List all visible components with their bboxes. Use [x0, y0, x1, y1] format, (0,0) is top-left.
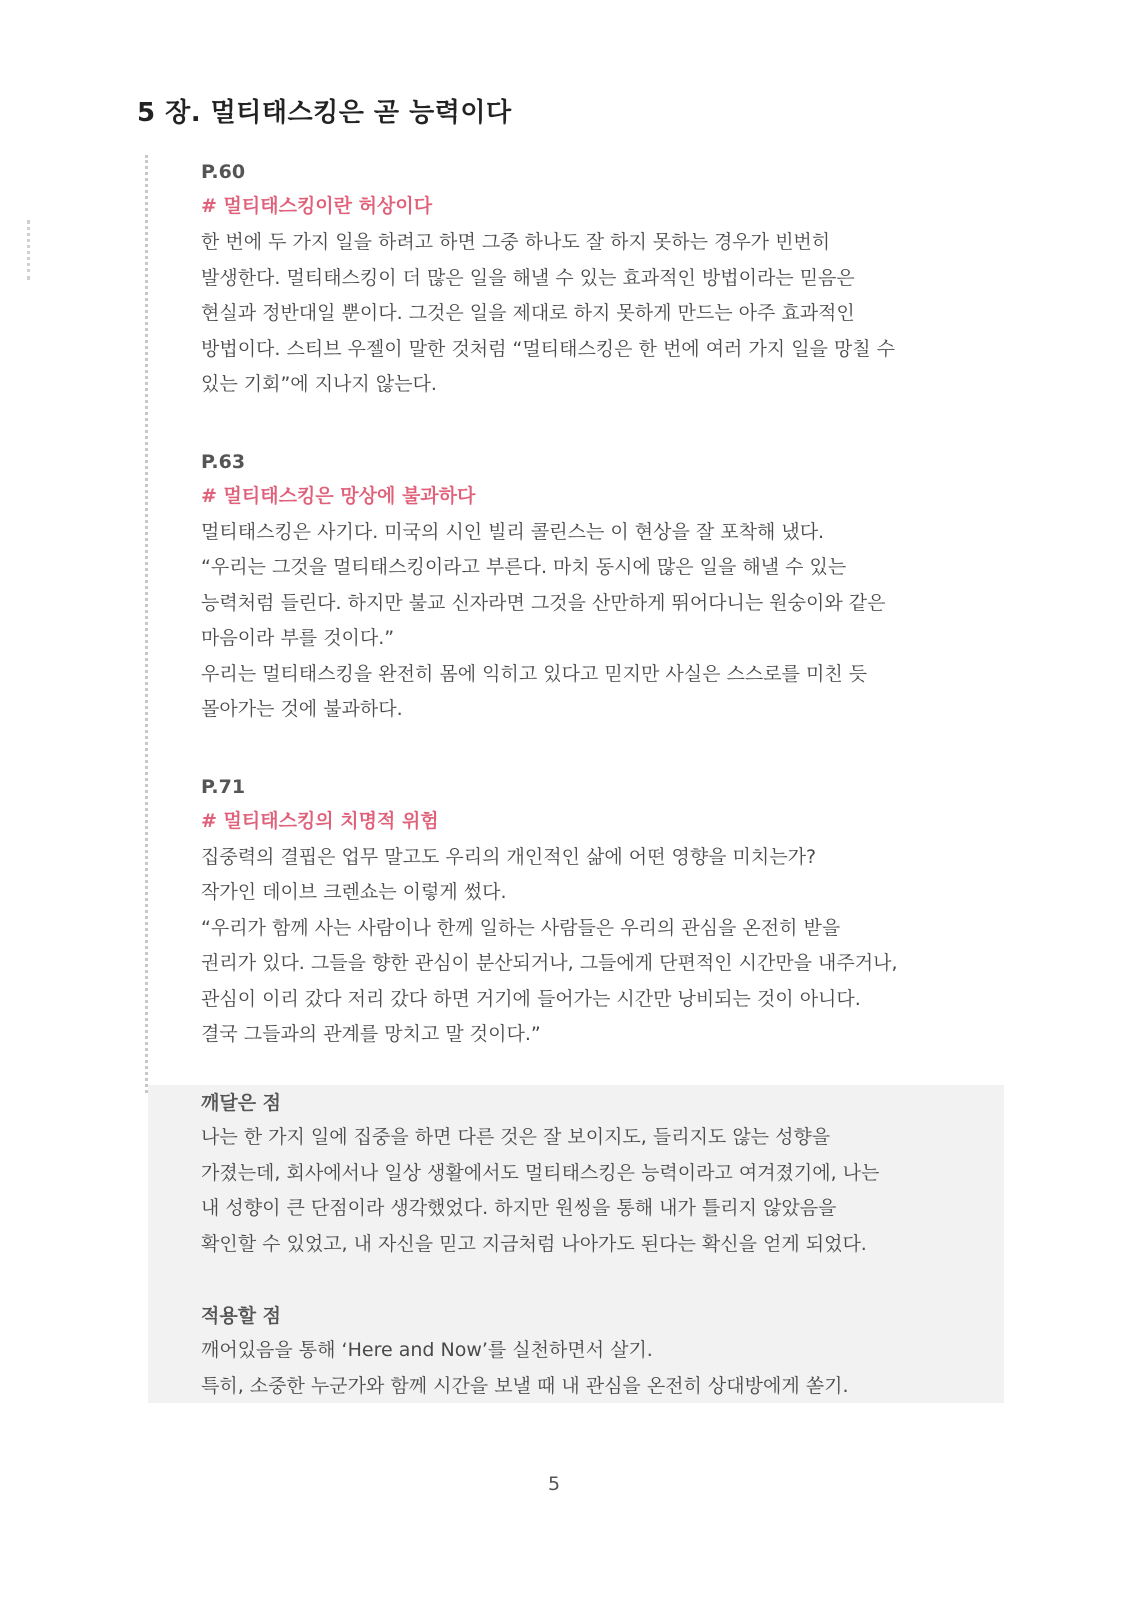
text-line: 한 번에 두 가지 일을 하려고 하면 그중 하나도 잘 하지 못하는 경우가 빈번히: [201, 231, 831, 253]
page-number: 5: [547, 1473, 561, 1495]
text-line: 집중력의 결핍은 업무 말고도 우리의 개인적인 삶에 어떤 영향을 미치는가?: [201, 845, 817, 868]
text-line: “우리는 그것을 멀티태스킹이라고 부른다. 마치 동시에 많은 일을 해낼 수 있는: [201, 556, 847, 578]
text-line: 멀티태스킹은 사기다. 미국의 시인 빌리 콜린스는 이 현상을 잘 포착해 냈다.: [201, 520, 825, 543]
quote-paragraph: [201, 840, 1001, 1053]
text-line: 발생한다. 멀티태스킹이 더 많은 일을 해낼 수 있는 효과적인 방법이라는 믿음은: [201, 266, 855, 289]
text-line: 현실과 정반대일 뿐이다. 그것은 일을 제대로 하지 못하게 만드는 아주 효과적인: [201, 302, 855, 324]
text-line: 마음이라 부를 것이다.”: [201, 627, 395, 649]
text-line: 몰아가는 것에 불과하다.: [201, 698, 403, 720]
section-heading: # 멀티태스킹의 치명적 위험: [201, 809, 439, 832]
text-line: 방법이다. 스티브 우젤이 말한 것처럼 “멀티태스킹은 한 번에 여러 가지 일을 망칠 수: [201, 337, 896, 360]
page-reference: P.60: [201, 161, 246, 183]
apply-block: [201, 1298, 991, 1404]
section-heading: # 멀티태스킹은 망상에 불과하다: [201, 484, 476, 507]
text-line: 내 성향이 큰 단점이라 생각했었다. 하지만 원씽을 통해 내가 틀리지 않았음을: [201, 1197, 837, 1219]
quote-paragraph: [201, 225, 1001, 403]
text-line: 작가인 데이브 크렌쇼는 이렇게 썼다.: [201, 881, 507, 903]
side-dotted-marker: [27, 220, 30, 280]
text-line: 깨어있음을 통해 ‘Here and Now’를 실천하면서 살기.: [201, 1339, 653, 1361]
text-line: 확인할 수 있었고, 내 자신을 믿고 지금처럼 나아가도 된다는 확신을 얻게 되었다.: [201, 1232, 867, 1255]
text-line: 관심이 이리 갔다 저리 갔다 하면 거기에 들어가는 시간만 낭비되는 것이 아니다.: [201, 987, 861, 1010]
text-line: “우리가 함께 사는 사람이나 한께 일하는 사람들은 우리의 관심을 온전히 받을: [201, 916, 841, 939]
dotted-vertical-rule: [145, 155, 148, 1093]
page-reference: P.63: [201, 450, 246, 473]
realization-block: [201, 1085, 991, 1262]
text-line: 권리가 있다. 그들을 향한 관심이 분산되거나, 그들에게 단편적인 시간만을 내주거나,: [201, 952, 898, 974]
text-line: 특히, 소중한 누군가와 함께 시간을 보낼 때 내 관심을 온전히 상대방에게 쏟기.: [201, 1374, 849, 1397]
chapter-title: 5 장. 멀티태스킹은 곧 능력이다: [137, 98, 512, 128]
reflection-box: [148, 1085, 1004, 1403]
quote-sections: [201, 155, 1001, 1095]
text-line: 능력처럼 들린다. 하지만 불교 신자라면 그것을 산만하게 뛰어다니는 원숭이와 같은: [201, 591, 886, 614]
apply-label: 적용할 점: [201, 1305, 282, 1327]
text-line: 우리는 멀티태스킹을 완전히 몸에 익히고 있다고 믿지만 사실은 스스로를 미친 듯: [201, 662, 868, 685]
reflection-content: [201, 1085, 991, 1440]
quote-section: [201, 445, 1001, 728]
text-line: 가졌는데, 회사에서나 일상 생활에서도 멀티태스킹은 능력이라고 여겨졌기에, 나는: [201, 1161, 880, 1184]
quote-paragraph: [201, 515, 1001, 728]
text-line: 나는 한 가지 일에 집중을 하면 다른 것은 잘 보이지도, 들리지도 않는 성향을: [201, 1126, 831, 1148]
text-line: 결국 그들과의 관계를 망치고 말 것이다.”: [201, 1023, 541, 1045]
quote-section: [201, 155, 1001, 403]
section-heading: # 멀티태스킹이란 허상이다: [201, 195, 433, 217]
quote-section: [201, 770, 1001, 1053]
text-line: 있는 기회”에 지나지 않는다.: [201, 373, 437, 395]
realization-label: 깨달은 점: [201, 1092, 282, 1114]
page-reference: P.71: [201, 775, 246, 798]
